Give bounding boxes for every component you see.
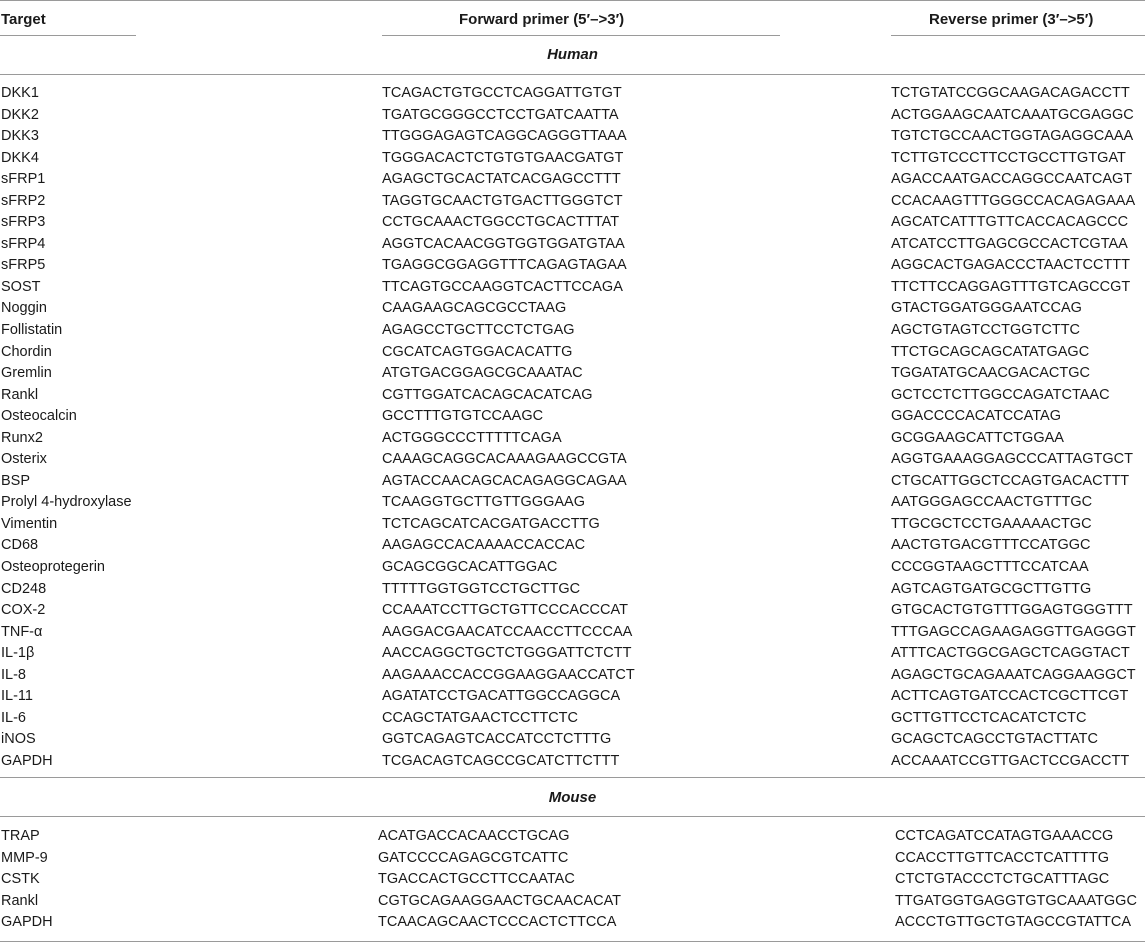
section-divider (0, 777, 1145, 778)
header-underline-target (0, 35, 136, 36)
target-name: Osteocalcin (1, 408, 77, 425)
human-primer-row (0, 578, 1145, 600)
forward-primer-sequence: TGACCACTGCCTTCCAATAC (378, 871, 575, 888)
forward-primer-sequence: TCTCAGCATCACGATGACCTTG (382, 515, 600, 532)
forward-primer-sequence: ACATGACCACAACCTGCAG (378, 828, 570, 844)
forward-primer-sequence: GGTCAGAGTCACCATCCTCTTTG (382, 731, 612, 748)
human-primer-row (0, 556, 1145, 578)
header-underline-reverse (891, 35, 1145, 36)
target-name: MMP-9 (1, 849, 48, 866)
human-primer-row (0, 254, 1145, 276)
forward-primer-sequence: AAGAAACCACCGGAAGGAACCATCT (382, 666, 635, 683)
forward-primer-sequence: GCAGCGGCACATTGGAC (382, 559, 558, 576)
forward-primer-sequence: AGTACCAACAGCACAGAGGCAGAA (382, 472, 627, 489)
forward-primer-sequence: AGATATCCTGACATTGGCCAGGCA (382, 688, 621, 705)
human-primer-row (0, 534, 1145, 556)
human-primer-row (0, 685, 1145, 707)
forward-primer-sequence: CGTGCAGAAGGAACTGCAACACAT (378, 892, 622, 909)
human-primer-row (0, 599, 1145, 621)
reverse-primer-sequence: CCACAAGTTTGGGCCACAGAGAAA (891, 192, 1136, 209)
reverse-primer-sequence: ACTGGAAGCAATCAAATGCGAGGC (891, 106, 1134, 123)
target-name: IL-6 (1, 709, 26, 726)
reverse-primer-sequence: TGGATATGCAACGACACTGC (891, 365, 1090, 382)
target-name: TNF-α (1, 623, 43, 640)
human-primer-row (0, 405, 1145, 427)
human-primer-row (0, 448, 1145, 470)
human-primer-row (0, 362, 1145, 384)
forward-primer-sequence: AGGTCACAACGGTGGTGGATGTAA (382, 235, 625, 252)
reverse-primer-sequence: GTGCACTGTGTTTGGAGTGGGTTT (891, 602, 1133, 619)
target-name: GAPDH (1, 914, 53, 931)
target-name: COX-2 (1, 602, 46, 619)
target-name: DKK4 (1, 149, 39, 166)
human-primer-row (0, 233, 1145, 255)
forward-primer-sequence: TGAGGCGGAGGTTTCAGAGTAGAA (382, 257, 627, 274)
reverse-primer-sequence: AGAGCTGCAGAAATCAGGAAGGCT (891, 666, 1136, 683)
target-name: DKK3 (1, 128, 39, 145)
reverse-primer-sequence: TGTCTGCCAACTGGTAGAGGCAAA (891, 128, 1134, 145)
forward-primer-sequence: TAGGTGCAACTGTGACTTGGGTCT (382, 192, 623, 209)
forward-primer-sequence: TCAGACTGTGCCTCAGGATTGTGT (382, 85, 622, 101)
target-name: CD68 (1, 537, 39, 554)
human-primer-row (0, 147, 1145, 169)
target-name: Runx2 (1, 429, 43, 446)
human-primer-row (0, 211, 1145, 233)
reverse-primer-sequence: CCTCAGATCCATAGTGAAACCG (895, 828, 1114, 844)
forward-primer-sequence: AACCAGGCTGCTCTGGGATTCTCTT (382, 645, 632, 662)
reverse-primer-sequence: CTGCATTGGCTCCAGTGACACTTT (891, 472, 1130, 489)
forward-primer-sequence: AGAGCCTGCTTCCTCTGAG (382, 322, 575, 339)
human-primer-row (0, 470, 1145, 492)
target-name: IL-8 (1, 666, 26, 683)
column-header-reverse-primer: Reverse primer (3′–>5′) (929, 11, 1094, 28)
forward-primer-sequence: CAAGAAGCAGCGCCTAAG (382, 300, 567, 317)
reverse-primer-sequence: AATGGGAGCCAACTGTTTGC (891, 494, 1093, 511)
reverse-primer-sequence: TCTGTATCCGGCAAGACAGACCTT (891, 85, 1130, 101)
target-name: Prolyl 4-hydroxylase (1, 494, 132, 511)
human-primer-row (0, 384, 1145, 406)
forward-primer-sequence: GCCTTTGTGTCCAAGC (382, 408, 544, 425)
forward-primer-sequence: CCAGCTATGAACTCCTTCTC (382, 709, 579, 726)
target-name: sFRP2 (1, 192, 46, 209)
forward-primer-sequence: TTGGGAGAGTCAGGCAGGGTTAAA (382, 128, 627, 145)
target-name: Noggin (1, 300, 47, 317)
forward-primer-sequence: ATGTGACGGAGCGCAAATAC (382, 365, 583, 382)
human-primer-row (0, 125, 1145, 147)
reverse-primer-sequence: ACTTCAGTGATCCACTCGCTTCGT (891, 688, 1129, 705)
target-name: Chordin (1, 343, 52, 360)
forward-primer-sequence: AAGAGCCACAAAACCACCAC (382, 537, 586, 554)
reverse-primer-sequence: AGGTGAAAGGAGCCCATTAGTGCT (891, 451, 1133, 468)
human-primer-row (0, 104, 1145, 126)
reverse-primer-sequence: TCTTGTCCCTTCCTGCCTTGTGAT (891, 149, 1126, 166)
forward-primer-sequence: TTCAGTGCCAAGGTCACTTCCAGA (382, 278, 623, 295)
target-name: SOST (1, 278, 41, 295)
bottom-rule (0, 941, 1145, 942)
reverse-primer-sequence: CTCTGTACCCTCTGCATTTAGC (895, 871, 1110, 888)
target-name: DKK2 (1, 106, 39, 123)
reverse-primer-sequence: GCTCCTCTTGGCCAGATCTAAC (891, 386, 1110, 403)
human-primer-row (0, 341, 1145, 363)
human-primer-row (0, 707, 1145, 729)
forward-primer-sequence: AAGGACGAACATCCAACCTTCCCAA (382, 623, 633, 640)
human-primer-row (0, 491, 1145, 513)
section-label-mouse: Mouse (548, 789, 597, 806)
reverse-primer-sequence: TTCTTCCAGGAGTTTGTCAGCCGT (891, 278, 1131, 295)
human-primer-row (0, 82, 1145, 104)
human-primer-row (0, 728, 1145, 750)
human-primer-row (0, 621, 1145, 643)
mouse-primer-row (0, 911, 1145, 933)
reverse-primer-sequence: GCAGCTCAGCCTGTACTTATC (891, 731, 1099, 748)
human-primer-row (0, 168, 1145, 190)
forward-primer-sequence: TCAACAGCAACTCCCACTCTTCCA (378, 914, 617, 931)
reverse-primer-sequence: AACTGTGACGTTTCCATGGC (891, 537, 1091, 554)
reverse-primer-sequence: ATCATCCTTGAGCGCCACTCGTAA (891, 235, 1128, 252)
reverse-primer-sequence: CCCGGTAAGCTTTCCATCAA (891, 559, 1089, 576)
human-primer-row (0, 513, 1145, 535)
target-name: Vimentin (1, 515, 58, 532)
target-name: sFRP1 (1, 171, 46, 188)
reverse-primer-sequence: ATTTCACTGGCGAGCTCAGGTACT (891, 645, 1130, 662)
forward-primer-sequence: CCAAATCCTTGCTGTTCCCACCCAT (382, 602, 628, 619)
target-name: CSTK (1, 871, 40, 888)
mouse-primer-row (0, 890, 1145, 912)
reverse-primer-sequence: GCGGAAGCATTCTGGAA (891, 429, 1064, 446)
human-primer-rows (0, 82, 1145, 772)
target-name: Osteoprotegerin (1, 559, 105, 576)
forward-primer-sequence: ACTGGGCCCTTTTTCAGA (382, 429, 562, 446)
human-primer-row (0, 750, 1145, 772)
target-name: DKK1 (1, 85, 39, 101)
human-primer-row (0, 427, 1145, 449)
target-name: TRAP (1, 828, 40, 844)
reverse-primer-sequence: AGACCAATGACCAGGCCAATCAGT (891, 171, 1133, 188)
reverse-primer-sequence: ACCAAATCCGTTGACTCCGACCTT (891, 752, 1130, 769)
reverse-primer-sequence: CCACCTTGTTCACCTCATTTTG (895, 849, 1109, 866)
reverse-primer-sequence: ACCCTGTTGCTGTAGCCGTATTCA (895, 914, 1132, 931)
reverse-primer-sequence: GGACCCCACATCCATAG (891, 408, 1061, 425)
column-header-forward-primer: Forward primer (5′–>3′) (459, 11, 625, 28)
top-rule (0, 0, 1145, 1)
target-name: Osterix (1, 451, 47, 468)
reverse-primer-sequence: AGGCACTGAGACCCTAACTCCTTT (891, 257, 1130, 274)
mouse-primer-row (0, 868, 1145, 890)
target-name: Rankl (1, 386, 39, 403)
reverse-primer-sequence: TTCTGCAGCAGCATATGAGC (891, 343, 1090, 360)
reverse-primer-sequence: TTTGAGCCAGAAGAGGTTGAGGGT (891, 623, 1136, 640)
forward-primer-sequence: GATCCCCAGAGCGTCATTC (378, 849, 569, 866)
target-name: IL-1β (1, 645, 35, 662)
reverse-primer-sequence: TTGCGCTCCTGAAAAACTGC (891, 515, 1092, 532)
reverse-primer-sequence: AGCTGTAGTCCTGGTCTTC (891, 322, 1081, 339)
forward-primer-sequence: CGCATCAGTGGACACATTG (382, 343, 573, 360)
target-name: IL-11 (1, 688, 33, 705)
reverse-primer-sequence: AGCATCATTTGTTCACCACAGCCC (891, 214, 1129, 231)
mouse-primer-rows (0, 825, 1145, 933)
reverse-primer-sequence: TTGATGGTGAGGTGTGCAAATGGC (895, 892, 1137, 909)
forward-primer-sequence: TCAAGGTGCTTGTTGGGAAG (382, 494, 585, 511)
section-label-human: Human (547, 46, 598, 63)
forward-primer-sequence: TGATGCGGGCCTCCTGATCAATTA (382, 106, 619, 123)
reverse-primer-sequence: GTACTGGATGGGAATCCAG (891, 300, 1082, 317)
forward-primer-sequence: TTTTTGGTGGTCCTGCTTGC (382, 580, 581, 597)
target-name: GAPDH (1, 752, 53, 769)
forward-primer-sequence: TGGGACACTCTGTGTGAACGATGT (382, 149, 624, 166)
forward-primer-sequence: CGTTGGATCACAGCACATCAG (382, 386, 593, 403)
forward-primer-sequence: CAAAGCAGGCACAAAGAAGCCGTA (382, 451, 627, 468)
target-name: CD248 (1, 580, 47, 597)
column-header-target: Target (1, 11, 46, 28)
mouse-primer-row (0, 825, 1145, 847)
mouse-primer-row (0, 847, 1145, 869)
human-primer-row (0, 276, 1145, 298)
forward-primer-sequence: TCGACAGTCAGCCGCATCTTCTTT (382, 752, 620, 769)
target-name: Gremlin (1, 365, 52, 382)
header-underline-forward (382, 35, 780, 36)
target-name: BSP (1, 472, 31, 489)
target-name: sFRP4 (1, 235, 46, 252)
target-name: Follistatin (1, 322, 63, 339)
section-rule-mouse (0, 816, 1145, 817)
target-name: sFRP5 (1, 257, 46, 274)
human-primer-row (0, 319, 1145, 341)
human-primer-row (0, 297, 1145, 319)
section-rule-human (0, 74, 1145, 75)
reverse-primer-sequence: AGTCAGTGATGCGCTTGTTG (891, 580, 1092, 597)
reverse-primer-sequence: GCTTGTTCCTCACATCTCTC (891, 709, 1087, 726)
human-primer-row (0, 664, 1145, 686)
forward-primer-sequence: CCTGCAAACTGGCCTGCACTTTAT (382, 214, 620, 231)
forward-primer-sequence: AGAGCTGCACTATCACGAGCCTTT (382, 171, 621, 188)
human-primer-row (0, 642, 1145, 664)
human-primer-row (0, 190, 1145, 212)
target-name: iNOS (1, 731, 36, 748)
target-name: Rankl (1, 892, 39, 909)
target-name: sFRP3 (1, 214, 46, 231)
